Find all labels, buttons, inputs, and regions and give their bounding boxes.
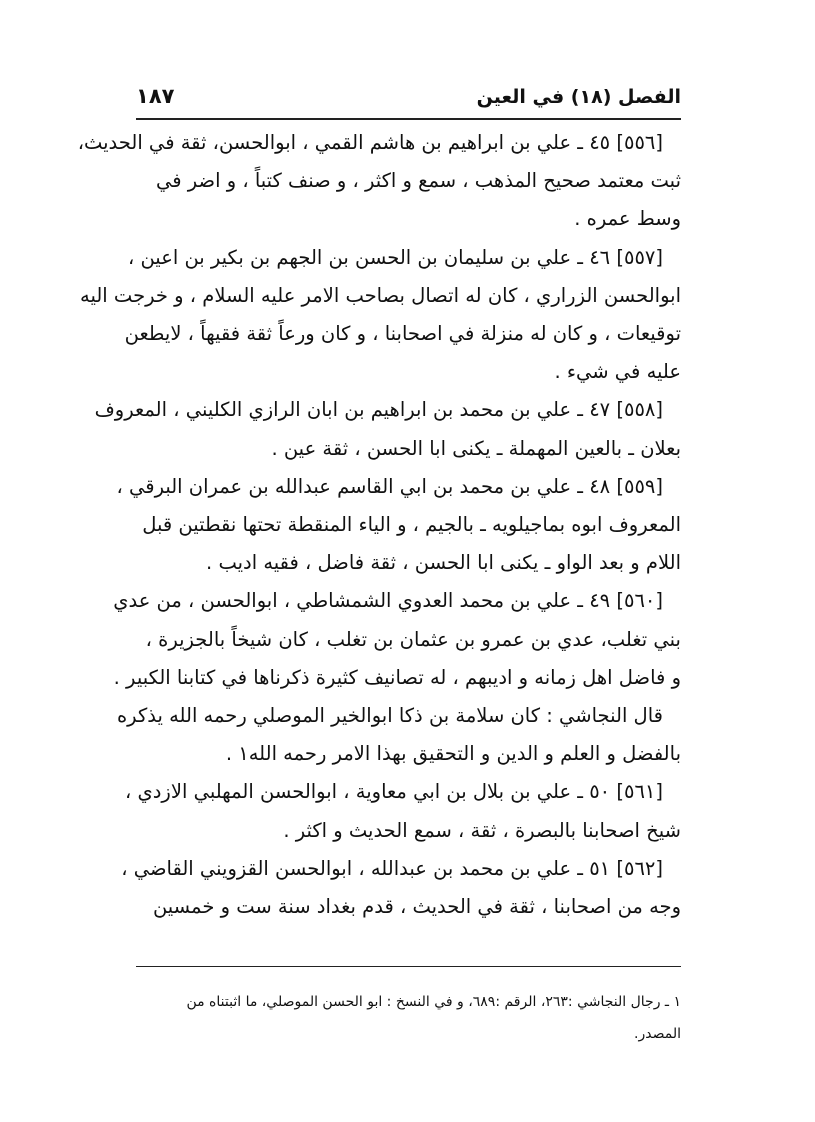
text-line: ابوالحسن الزراري ، كان له اتصال بصاحب الامر عليه السلام ، و خرجت اليه [80,283,681,307]
text-line: بني تغلب، عدي بن عمرو بن عثمان بن تغلب ، كان شيخاً بالجزيرة ، [145,627,681,651]
footnote-divider [136,966,681,967]
chapter-title: الفصل (١٨) في العين [476,86,681,108]
najashi-quote [116,697,681,773]
text-line: [٥٦٠] ٤٩ ـ علي بن محمد العدوي الشمشاطي ، ابوالحسن ، من عدي [113,589,663,613]
text-line: وجه من اصحابنا ، ثقة في الحديث ، قدم بغداد سنة ست و خمسين [152,895,681,919]
page-header [136,82,681,118]
text-line: [٥٦١] ٥٠ ـ علي بن بلال بن ابي معاوية ، ابوالحسن المهلبي الازدي ، [124,780,663,804]
footnote [136,986,681,1050]
text-line: توقيعات ، و كان له منزلة في اصحابنا ، و كان ورعاً ثقة فقيهاً ، لايطعن [124,322,681,346]
entry-556 [77,124,681,239]
entry-557 [80,239,681,392]
entry-560 [113,582,681,697]
text-line: [٥٥٨] ٤٧ ـ علي بن محمد بن ابراهيم بن ابان الرازي الكليني ، المعروف [94,398,663,422]
entry-559 [116,468,681,583]
text-line: ثبت معتمد صحيح المذهب ، سمع و اكثر ، و صنف كتباً ، و اضر في [156,169,681,193]
text-line: وسط عمره . [574,207,681,231]
header-divider [136,118,681,120]
text-line: [٥٥٩] ٤٨ ـ علي بن محمد بن ابي القاسم عبدالله بن عمران البرقي ، [116,474,663,498]
entry-558 [94,391,681,467]
text-line: بعلان ـ بالعين المهملة ـ يكنى ابا الحسن ، ثقة عين . [271,436,681,460]
footnote-line: ١ ـ رجال النجاشي :٢٦٣، الرقم :٦٨٩، و في النسخ : ابو الحسن الموصلي، ما اثبتناه من [186,994,681,1010]
text-line: [٥٥٧] ٤٦ ـ علي بن سليمان بن الحسن بن الجهم بن بكير بن اعين ، [127,245,663,269]
entry-561 [124,773,681,849]
text-line: [٥٦٢] ٥١ ـ علي بن محمد بن عبدالله ، ابوالحسن القزويني القاضي ، [121,856,663,880]
text-line: شيخ اصحابنا بالبصرة ، ثقة ، سمع الحديث و اكثر . [283,818,681,842]
text-line: و فاضل اهل زمانه و اديبهم ، له تصانيف كثيرة ذكرناها في كتابنا الكبير . [113,665,681,689]
text-line: عليه في شيء . [554,360,681,384]
main-text [77,124,681,926]
entry-562 [121,850,681,926]
text-line: المعروف ابوه بماجيلويه ـ بالجيم ، و الياء المنقطة تحتها نقطتين قبل [142,513,681,537]
text-line: [٥٥٦] ٤٥ ـ علي بن ابراهيم بن هاشم القمي ، ابوالحسن، ثقة في الحديث، [77,131,663,154]
text-line: قال النجاشي : كان سلامة بن ذكا ابوالخير الموصلي رحمه الله يذكره [116,704,663,728]
footnote-line: المصدر. [634,1026,681,1042]
text-line: اللام و بعد الواو ـ يكنى ابا الحسن ، ثقة فاضل ، فقيه اديب . [206,551,681,575]
text-line: بالفضل و العلم و الدين و التحقيق بهذا الامر رحمه الله١ . [225,742,681,766]
page-number: ١٨٧ [136,84,175,108]
